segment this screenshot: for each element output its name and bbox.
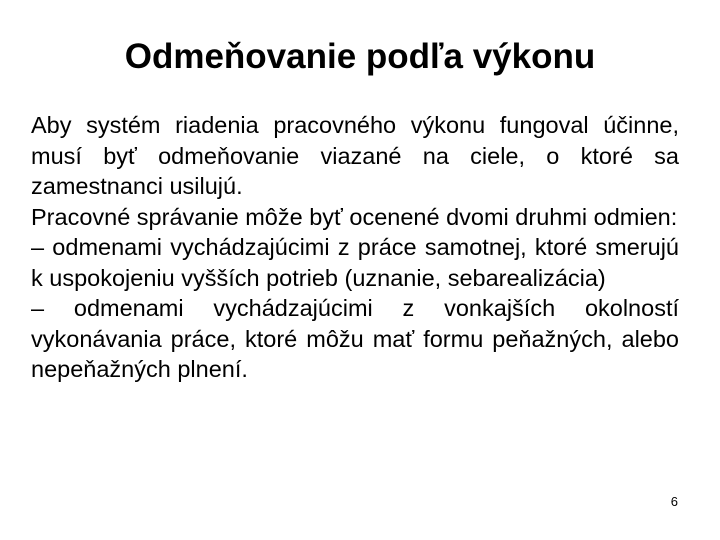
slide-number: 6	[670, 494, 678, 509]
slide-body	[31, 110, 679, 385]
slide-title: Odmeňovanie podľa výkonu	[124, 37, 596, 76]
body-paragraph: – odmenami vychádzajúcimi z práce samotnej, ktoré smerujú k uspokojeniu vyšších potrieb (uznanie, sebarealizácia)	[31, 234, 679, 291]
body-paragraph: Aby systém riadenia pracovného výkonu fungoval účinne, musí byť odmeňovanie viazané na ciele, o ktoré sa zamestnanci usilujú.	[31, 112, 679, 199]
body-paragraph: – odmenami vychádzajúcimi z vonkajších okolností vykonávania práce, ktoré môžu mať formu peňažných, alebo nepeňažných plnení.	[31, 295, 679, 382]
body-paragraph: Pracovné správanie môže byť ocenené dvomi druhmi odmien:	[31, 203, 678, 230]
